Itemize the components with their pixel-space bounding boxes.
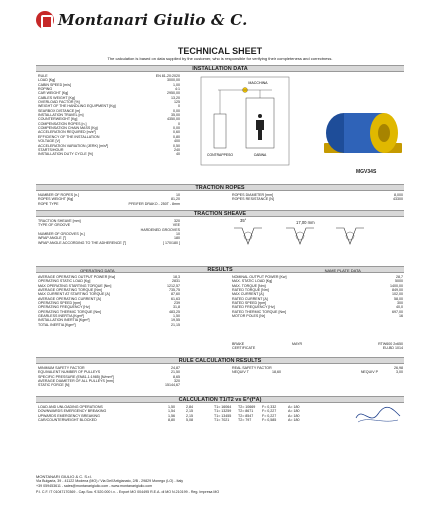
row-value: 19,55: [171, 318, 180, 323]
row-value: 40: [176, 152, 180, 157]
brake-value: RTW600 2x650: [378, 342, 403, 346]
row-label: CABIN SPEED [m/s]: [38, 82, 71, 87]
row-label: RATED TORQUE [Nm]: [232, 288, 269, 293]
table-row: [232, 314, 403, 318]
row-label: INSTALLATION DUTY CYCLE [%]: [38, 152, 93, 157]
logo-mark-icon: [36, 11, 54, 29]
t1t2-cell-b: 2,84: [186, 405, 193, 409]
row-label: AVERAGE OPERATING TORQUE [Nm]: [38, 288, 102, 293]
t1t2-cell-t1: T1= 7021: [214, 418, 230, 423]
row-label: RULE: [38, 74, 48, 78]
groove-angle-label: 35°: [240, 218, 247, 223]
certificate-value: EU-BD 1014: [382, 346, 403, 351]
t1t2-cell-a: 8,80: [168, 418, 175, 423]
row-value: 21,15: [171, 322, 180, 327]
rule-calc-right: [232, 366, 403, 375]
real-safety-label: REAL SAFETY FACTOR: [232, 366, 272, 370]
row-value: 1400,00: [390, 283, 403, 288]
row-label: WEIGHT OF THE HANDLING EQUIPMENT [Kg]: [38, 104, 116, 109]
row-value: 849,00: [392, 288, 403, 293]
row-label: WRAP ANGLE [°]: [38, 236, 67, 241]
footer: [36, 474, 404, 495]
row-label: OPERATING SPEED [rpm]: [38, 301, 82, 306]
company-logo: [36, 10, 256, 30]
row-label: CABLES WEIGHT [Kg]: [38, 95, 75, 100]
nequiv-t-value: 18,60: [272, 370, 281, 375]
row-label: LOAD [Kg]: [38, 78, 56, 83]
row-value: 102,00: [392, 292, 403, 297]
name-plate-header: NAME PLATE DATA: [324, 268, 361, 273]
nequiv-t-label: NEQUIV T: [232, 370, 249, 375]
groove-profile-3: [336, 228, 364, 244]
row-label: SEARBOX DISTANCE [m]: [38, 108, 81, 113]
results-section-header: [36, 266, 404, 273]
row-label: INSTALLATION TRAVEL [m]: [38, 113, 84, 118]
row-label: TRACTION SHEAVE [mm]: [38, 219, 81, 223]
groove-profile-diagram: [232, 226, 372, 248]
t1t2-cell-f: F= 0,227: [262, 409, 277, 414]
row-value: 87,60: [171, 292, 180, 297]
row-label: MAX. TORQUE [Nm]: [232, 283, 266, 288]
nequiv-p-label: NEQUIV P: [360, 370, 378, 375]
row-label: COUNTERWEIGHT [Kg]: [38, 117, 78, 122]
row-label: ACCELERATION REQUIRED [m/s²]: [38, 130, 96, 135]
row-label: GEARLESS INERTIA [Kgm²]: [38, 314, 84, 319]
row-label: RATED SPEED [rpm]: [232, 301, 267, 306]
row-label: COMPENSATION ROPES [n.]: [38, 121, 87, 126]
row-value: 180: [174, 236, 180, 241]
traction-ropes-left: [38, 193, 180, 206]
row-value: 40,0: [396, 305, 403, 310]
motor-image: [322, 103, 404, 167]
traction-ropes-right: [232, 193, 403, 202]
t1t2-cell-b: 5,08: [186, 418, 193, 423]
table-row: [38, 202, 180, 206]
row-label: COMPENSATION CHAIN MASS [Kg]: [38, 126, 98, 131]
row-value: 0,00: [173, 108, 180, 113]
brake-manufacturer: MAYR: [292, 342, 303, 346]
t1t2-cell-b: 2,15: [186, 409, 193, 414]
person-body-icon: [256, 120, 264, 140]
row-value: 13,20: [171, 95, 180, 100]
row-label: OPERATING THERMIC TORQUE [Nm]: [38, 309, 102, 314]
counterweight-shape: [214, 114, 226, 148]
table-row: [38, 152, 180, 156]
row-value: 1212,57: [167, 283, 180, 288]
t1t2-cell-b: 2,15: [186, 413, 193, 418]
t1t2-cell-a: 1,50: [168, 405, 175, 409]
row-label: AVERAGE DIAMETER OF ALL PULLEYS [mm]: [38, 379, 114, 384]
row-label: ACCELERATION VARIATION (JERK) [m/s³]: [38, 143, 109, 148]
footer-contacts: +39 059453611 - sales@montanarigiulio.com - www.montanarigiulio.com: [36, 484, 153, 489]
row-label: STARTS/HOUR: [38, 147, 64, 152]
signature-stroke: [356, 407, 400, 418]
row-value: 2950,00: [167, 91, 180, 96]
row-label: INSTALLATION INERTIA [Kgm²]: [38, 318, 90, 323]
row-value: 5000: [395, 279, 403, 284]
t1t2-cell-f: F= 0,332: [262, 405, 277, 409]
logo-text: Montanari Giulio & C.: [58, 11, 248, 29]
row-label: SPECIFIC PRESSURE (EN81-1:1985) [N/mm²]: [38, 374, 114, 379]
row-value: 21,50: [171, 370, 180, 375]
certificate-row: [232, 346, 403, 350]
t1t2-cell-t2: T2= 8671: [238, 409, 254, 414]
row-value: 4350,00: [167, 117, 180, 122]
row-value: 320: [174, 219, 180, 223]
row-value: 320: [174, 379, 180, 384]
table-row: [38, 323, 180, 327]
footer-address: Via Bulgaria, 39 - 41122 Modena (MO) / Via Dell'Artigianato, 2/B - 29829 Monego (LO) - Italy: [36, 479, 184, 484]
row-value: [ 170/180 ]: [163, 240, 180, 245]
t1t2-cell-label: DOWNWARDS EMERGENCY BREAKING: [38, 409, 107, 414]
t1t2-cell-t1: T1= 16064: [214, 405, 232, 409]
nequiv-row: [232, 370, 403, 374]
t1t2-section-header: CALCULATION T1/T2 vs E^(f*A): [36, 396, 404, 403]
t1t2-cell-f: F= 0,585: [262, 418, 277, 423]
row-label: RATED THERMIC TORQUE [Nm]: [232, 309, 287, 314]
row-value: 0: [178, 121, 180, 126]
row-label: MAX OPERATING STARTING TORQUE [Nm]: [38, 283, 112, 288]
diagram-cabin-label: CABINA: [253, 153, 267, 157]
row-label: NOMINAL OUTPUT POWER [Kw]: [232, 275, 287, 279]
traction-ropes-section-header: TRACTION ROPES: [36, 184, 404, 191]
operating-data-header: OPERATING DATA: [80, 268, 115, 273]
signature-stamp: [352, 404, 404, 428]
row-value: 15144,67: [165, 383, 180, 388]
table-row: [38, 383, 180, 387]
row-value: 3000,00: [167, 78, 180, 83]
row-label: STATIC FORCE [N]: [38, 383, 70, 388]
t1t2-cell-ang: A= 180: [288, 418, 300, 423]
t1t2-cell-label: CAR/COUNTERWEIGHT BLOCKED: [38, 418, 97, 423]
page-subtitle: The calculation is based on data supplied by the customer, who is responsible for verifying their completeness and correctness.: [107, 56, 333, 61]
row-value: 43300: [393, 197, 403, 202]
row-value: 61,63: [171, 296, 180, 301]
row-value: PFEIFER DRAKO - 250T - 8mm: [128, 201, 180, 206]
row-value: VEE: [172, 223, 180, 228]
row-value: 483,25: [169, 309, 180, 314]
row-value: 16: [399, 314, 403, 319]
row-value: 1,00: [173, 82, 180, 87]
row-value: 735,75: [169, 288, 180, 293]
row-label: CAR WEIGHT [Kg]: [38, 91, 69, 96]
row-label: MAX. STATIC LOAD [Kg]: [232, 279, 273, 284]
row-label: RATED CURRENT [A]: [232, 296, 268, 301]
motor-hub-shape: [378, 124, 390, 142]
row-label: WRAP ANGLE ACCORDING TO THE ADHERENCE [°]: [38, 240, 127, 245]
traction-sheave-table: [38, 219, 180, 245]
table-row: [232, 197, 403, 201]
certificate-label: CERTIFICATE: [232, 346, 256, 351]
t1t2-cell-t2: T2= 797: [238, 418, 252, 423]
nequiv-p-value: 3,00: [396, 370, 403, 375]
t1t2-cell-a: 1,56: [168, 413, 175, 418]
rule-calc-section-header: RULE CALCULATION RESULTS: [36, 357, 404, 364]
footer-legal: P.I. C.F. IT 01047170369 - Cap.Soc. € 520.000 i.v. - Export MO 004495 R.E.A. di MO N.210199 - Reg. Impresa MO: [36, 489, 220, 494]
operating-data-table: [38, 275, 180, 327]
person-head-icon: [258, 114, 262, 118]
groove-profile-2: [286, 228, 314, 244]
rule-calc-table: [38, 366, 180, 388]
row-value: 4:1: [175, 87, 180, 92]
t1t2-row: [38, 418, 338, 422]
row-value: 31,8: [173, 305, 180, 310]
row-label: TOTAL INERTIA [Kgm²]: [38, 322, 76, 327]
row-label: OVERLOAD FACTOR [%]: [38, 100, 80, 105]
row-value: 0,80: [173, 134, 180, 139]
name-plate-table: [232, 275, 403, 318]
row-value: 10: [176, 232, 180, 237]
t1t2-cell-f: F= 0,227: [262, 413, 277, 418]
row-value: 28,7: [396, 275, 403, 279]
row-value: 58,00: [394, 296, 403, 301]
row-value: 18,3: [173, 275, 180, 279]
row-label: MINIMUM SAFETY FACTOR: [38, 366, 85, 370]
brake-certificate-table: [232, 342, 403, 351]
row-value: 8,65: [173, 374, 180, 379]
t1t2-table: [38, 405, 338, 422]
row-label: MAX CURRENT AT STARTING TORQUE [A]: [38, 292, 110, 297]
t1t2-cell-label: UPWARDS EMERGENCY BREAKING: [38, 413, 100, 418]
row-label: NUMBER OF ROPES [n.]: [38, 193, 80, 197]
row-value: 240: [174, 147, 180, 152]
brake-label: BRAKE: [232, 342, 245, 346]
row-value: 697,00: [392, 309, 403, 314]
row-value: 0,60: [173, 130, 180, 135]
t1t2-cell-ang: A= 180: [288, 413, 300, 418]
t1t2-cell-ang: A= 180: [288, 409, 300, 414]
diagram-machine-label: MACCHINA: [248, 81, 268, 85]
t1t2-cell-t2: T2= 8547: [238, 413, 254, 418]
table-row: [38, 241, 180, 245]
diagram-counterweight-label: CONTRAPPESO: [207, 153, 233, 157]
row-value: 0: [178, 104, 180, 109]
row-value: 81,20: [171, 197, 180, 202]
installation-table: [38, 74, 180, 157]
row-label: ROPING: [38, 87, 53, 92]
row-value: 0,50: [173, 143, 180, 148]
footer-company: MONTANARI GIULIO & C. S.r.l.: [36, 474, 93, 479]
page-title: TECHNICAL SHEET: [177, 46, 263, 56]
row-value: 8,000: [394, 193, 403, 197]
row-value: 2831: [172, 279, 180, 284]
t1t2-cell-label: LOAD AND UNLOADING OPERATIONS: [38, 405, 103, 409]
signature-stroke-2: [358, 420, 398, 422]
row-label: EQUIVALENT NUMBER OF PULLEYS: [38, 370, 101, 375]
row-label: MAX CURRENT [A]: [232, 292, 264, 297]
row-label: OPERATING FREQUENCY [Hz]: [38, 305, 90, 310]
row-label: AVERAGE OPERATING CURRENT [A]: [38, 296, 101, 301]
row-value: EN 81-20:2020: [155, 74, 180, 78]
row-label: EFFICIENCY OF THE INSTALLATION: [38, 134, 100, 139]
row-label: RATED FREQUENCY [Hz]: [232, 305, 275, 310]
motor-model-label: MGV34S: [356, 169, 377, 175]
row-label: ROPES WEIGHT [Kg]: [38, 197, 74, 202]
row-label: MOTOR POLES [Nr]: [232, 314, 266, 319]
row-value: 1,50: [173, 314, 180, 319]
row-label: NUMBER OF GROOVES [n.]: [38, 232, 85, 237]
row-value: 239: [174, 301, 180, 306]
t1t2-cell-ang: A= 180: [288, 405, 300, 409]
row-label: TYPE OF GROOVE: [38, 223, 71, 228]
real-safety-value: 26,98: [394, 366, 403, 370]
row-value: 400: [174, 139, 180, 144]
row-value: 125: [174, 100, 180, 105]
row-label: AVERAGE OPERATING OUTPUT POWER [Kw]: [38, 275, 116, 279]
t1t2-cell-t1: T1= 13455: [214, 413, 232, 418]
t1t2-cell-t1: T1= 13259: [214, 409, 232, 414]
roping-diagram: [200, 76, 290, 168]
row-value: 0,00: [173, 126, 180, 131]
installation-section-header: INSTALLATION DATA: [36, 65, 404, 72]
row-label: VOLTAGE [V]: [38, 139, 60, 144]
row-label: ROPES RESISTANCE [N]: [232, 197, 274, 202]
t1t2-cell-a: 1,54: [168, 409, 175, 414]
row-label: ROPES DIAMETER [mm]: [232, 193, 274, 197]
groove-pitch-label: 17,00 mm: [296, 220, 315, 225]
row-label: ROPE TYPE: [38, 201, 59, 206]
row-value: 24,87: [171, 366, 180, 370]
row-value: 300: [397, 301, 403, 306]
t1t2-cell-t2: T2= 10669: [238, 405, 256, 409]
row-value: HARDENED GROOVES: [140, 227, 180, 232]
results-title: RESULTS: [207, 267, 233, 273]
row-value: 10: [176, 193, 180, 197]
row-value: 35,00: [171, 113, 180, 118]
traction-sheave-section-header: TRACTION SHEAVE: [36, 210, 404, 217]
row-label: OPERATING STATIC LOAD [Kg]: [38, 279, 91, 284]
groove-profile-1: [234, 228, 262, 244]
